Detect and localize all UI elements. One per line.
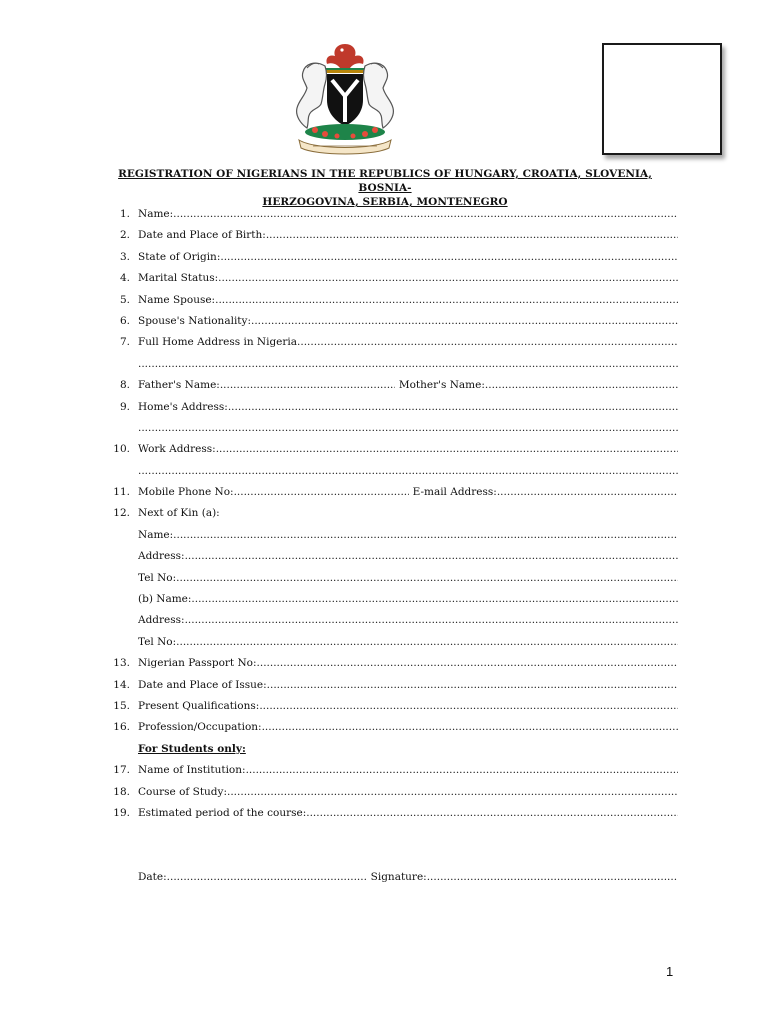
entry-line[interactable] — [267, 675, 678, 696]
entry-line[interactable] — [173, 525, 678, 546]
entry-line[interactable] — [138, 418, 678, 439]
field-kin-b-address[interactable] — [110, 610, 678, 631]
field-kin-a-name[interactable] — [110, 525, 678, 546]
field-course-period[interactable] — [110, 803, 678, 824]
continuation-line[interactable] — [110, 354, 678, 375]
field-label-mother: Mother's Name: — [398, 379, 485, 392]
entry-line[interactable] — [218, 268, 678, 289]
field-label: Course of Study: — [138, 785, 227, 798]
field-number: 7. — [119, 336, 130, 349]
entry-line[interactable] — [215, 290, 678, 311]
field-number: 11. — [113, 486, 130, 499]
field-label: Date and Place of Birth: — [138, 229, 266, 242]
field-next-of-kin — [110, 503, 678, 524]
field-passport-no[interactable] — [110, 653, 678, 674]
field-label: Estimated period of the course: — [138, 806, 307, 819]
entry-line[interactable] — [220, 375, 395, 396]
field-kin-a-address[interactable] — [110, 546, 678, 567]
field-label: Mobile Phone No: — [138, 486, 234, 499]
field-label: Tel No: — [138, 571, 177, 584]
field-kin-b-name[interactable] — [110, 589, 678, 610]
entry-line[interactable] — [138, 354, 678, 375]
field-date-place-of-birth[interactable] — [110, 225, 678, 246]
field-label: Next of Kin (a): — [138, 507, 220, 520]
continuation-line[interactable] — [110, 461, 678, 482]
signature-entry-line[interactable] — [427, 868, 678, 886]
field-label: Full Home Address in Nigeria — [138, 336, 298, 349]
passport-photo-box[interactable] — [602, 43, 722, 155]
field-label: Name of Institution: — [138, 764, 246, 777]
field-work-address[interactable] — [110, 439, 678, 460]
date-entry-line[interactable] — [167, 868, 367, 886]
field-label: Work Address: — [138, 443, 216, 456]
field-label-email: E-mail Address: — [412, 486, 497, 499]
field-kin-a-tel[interactable] — [110, 568, 678, 589]
field-label: Name: — [138, 208, 174, 220]
entry-line[interactable] — [234, 482, 409, 503]
field-homes-address[interactable] — [110, 397, 678, 418]
field-label: (b) Name: — [138, 593, 192, 606]
entry-line[interactable] — [138, 461, 678, 482]
continuation-line[interactable] — [110, 418, 678, 439]
entry-line[interactable] — [220, 247, 678, 268]
field-number: 10. — [113, 443, 130, 456]
field-parents-names[interactable] — [110, 375, 678, 396]
field-number: 15. — [113, 699, 130, 712]
field-label: Tel No: — [138, 635, 177, 648]
entry-line[interactable] — [297, 332, 678, 353]
field-course-of-study[interactable] — [110, 782, 678, 803]
entry-line[interactable] — [497, 482, 678, 503]
signature-row — [138, 868, 678, 886]
field-number: 3. — [119, 250, 130, 263]
entry-line[interactable] — [266, 225, 678, 246]
entry-line[interactable] — [227, 782, 678, 803]
field-state-of-origin[interactable] — [110, 247, 678, 268]
field-profession[interactable] — [110, 717, 678, 738]
entry-line[interactable] — [485, 375, 678, 396]
field-number: 14. — [113, 678, 130, 691]
field-label: Marital Status: — [138, 272, 219, 285]
field-number: 9. — [119, 400, 130, 413]
field-label: Name Spouse: — [138, 293, 216, 306]
field-number: 4. — [119, 272, 130, 285]
registration-form — [110, 204, 678, 824]
field-number: 16. — [113, 721, 130, 734]
section-heading: For Students only: — [138, 742, 246, 755]
entry-line[interactable] — [257, 653, 678, 674]
field-kin-b-tel[interactable] — [110, 632, 678, 653]
field-number: 6. — [119, 314, 130, 327]
entry-line[interactable] — [185, 610, 678, 631]
field-label: Spouse's Nationality: — [138, 314, 251, 327]
field-phone-email[interactable] — [110, 482, 678, 503]
field-label: Father's Name: — [138, 379, 220, 392]
field-number: 1. — [119, 208, 130, 220]
field-institution[interactable] — [110, 760, 678, 781]
field-label: State of Origin: — [138, 250, 221, 263]
field-number: 5. — [119, 293, 130, 306]
signature-label: Signature: — [370, 871, 427, 883]
field-label: Name: — [138, 528, 174, 541]
field-number: 2. — [119, 229, 130, 242]
entry-line[interactable] — [228, 397, 678, 418]
field-marital-status[interactable] — [110, 268, 678, 289]
page-number: 1 — [666, 964, 674, 979]
field-spouse-nationality[interactable] — [110, 311, 678, 332]
entry-line[interactable] — [176, 568, 678, 589]
field-name[interactable] — [110, 204, 678, 225]
title-line-2: HERZOGOVINA, SERBIA, MONTENEGRO — [262, 196, 508, 208]
field-number: 8. — [119, 379, 130, 392]
field-number: 18. — [113, 785, 130, 798]
field-number: 19. — [113, 806, 130, 819]
field-number: 17. — [113, 764, 130, 777]
date-label: Date: — [138, 871, 167, 883]
field-name-spouse[interactable] — [110, 290, 678, 311]
entry-line[interactable] — [185, 546, 678, 567]
field-label: Nigerian Passport No: — [138, 657, 257, 670]
entry-line[interactable] — [262, 717, 678, 738]
entry-line[interactable] — [306, 803, 678, 824]
field-label: Date and Place of Issue: — [138, 678, 267, 691]
field-label: Address: — [138, 614, 185, 627]
field-label: Present Qualifications: — [138, 699, 260, 712]
field-label: Profession/Occupation: — [138, 721, 262, 734]
students-only-heading — [110, 739, 678, 760]
field-number: 13. — [113, 657, 130, 670]
field-label: Address: — [138, 550, 185, 563]
entry-line[interactable] — [176, 632, 678, 653]
field-home-address-nigeria[interactable] — [110, 332, 678, 353]
field-qualifications[interactable] — [110, 696, 678, 717]
entry-line[interactable] — [246, 760, 678, 781]
entry-line[interactable] — [216, 439, 678, 460]
field-date-place-of-issue[interactable] — [110, 675, 678, 696]
entry-line[interactable] — [191, 589, 678, 610]
coat-of-arms-icon — [285, 38, 405, 156]
entry-line[interactable] — [173, 204, 678, 225]
title-line-1: REGISTRATION OF NIGERIANS IN THE REPUBLICS OF HUNGARY, CROATIA, SLOVENIA, BOSNIA- — [118, 168, 652, 194]
entry-line[interactable] — [251, 311, 678, 332]
entry-line[interactable] — [259, 696, 678, 717]
field-number: 12. — [113, 507, 130, 520]
field-label: Home's Address: — [138, 400, 228, 413]
form-title — [90, 167, 680, 209]
